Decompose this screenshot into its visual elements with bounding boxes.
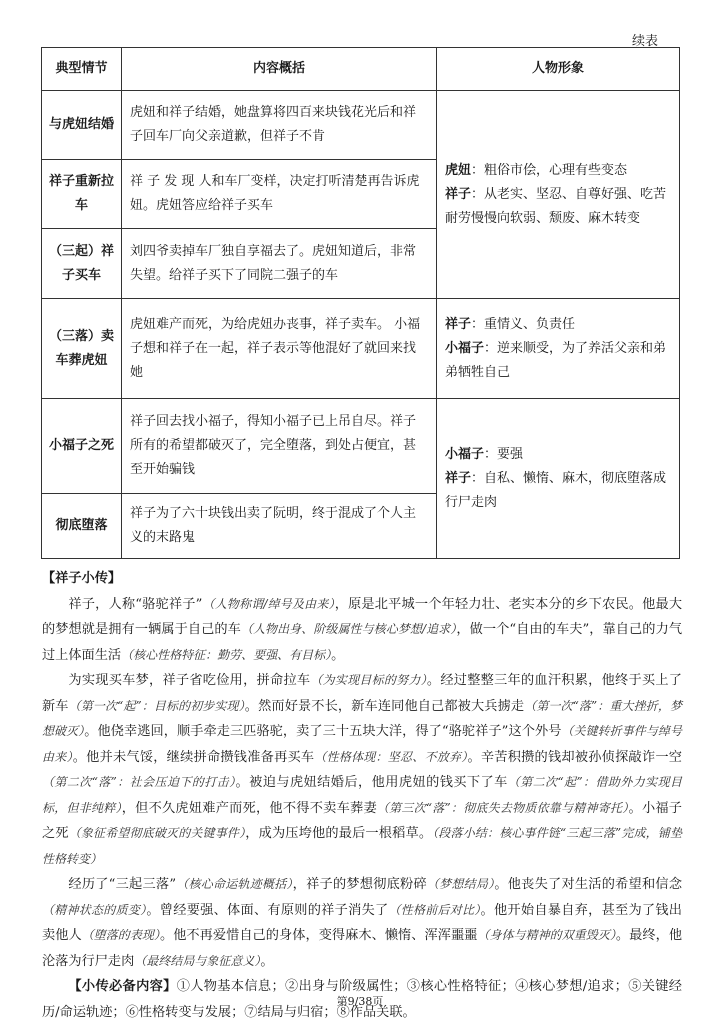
plot-cell: 小福子之死: [42, 399, 122, 494]
table-row: [42, 299, 680, 399]
character-line: 虎妞：粗俗市侩，心理有些变态: [445, 162, 628, 178]
plot-cell: 祥子重新拉车: [42, 160, 122, 229]
annotation-note: （核心命运轨迹概括）: [176, 877, 293, 891]
header-plot: 典型情节: [42, 48, 122, 91]
plot-cell: 与虎妞结婚: [42, 91, 122, 160]
text-segment: 。他不再爱惜自己的身体，变得麻木、懒惰、浑浑噩噩: [159, 928, 478, 943]
content-cell: 刘四爷卖掉车厂独自享福去了。虎妞知道后，非常失望。给祥子买下了同院二强子的车: [122, 229, 437, 299]
text-segment: 。: [260, 953, 274, 969]
annotation-note: （性格前后对比）: [388, 902, 481, 917]
biography-paragraph: [42, 592, 682, 669]
text-segment: ，成为压垮他的最后一根稻草。: [245, 826, 433, 841]
annotation-note: （段落小结：核心事件链“三起三落”完成，铺垫性格转变）: [42, 826, 682, 866]
annotation-note: （人物称谓/绰号及由来）: [202, 596, 335, 611]
required-content-text: ①人物基本信息；②出身与阶级属性；③核心性格特征；④核心梦想/追求；⑤关键经历/命运轨迹；⑥性格转变与发展；⑦结局与归宿；⑧作品关联。: [42, 979, 682, 1020]
text-segment: 。他丧失了对生活的希望和信念: [494, 877, 683, 892]
table-header-row: [42, 48, 680, 91]
text-segment: 祥子，人称“骆驼祥子”: [68, 596, 203, 612]
required-content-label: 【小传必备内容】: [68, 979, 177, 994]
character-cell: [437, 91, 680, 299]
annotation-note: （最终结局与象征意义）: [134, 953, 261, 968]
content-cell: 祥子回去找小福子，得知小福子已上吊自尽。祥子所有的希望都破灭了，完全堕落，到处占便宜，甚至开始骗钱: [122, 399, 437, 494]
text-segment: 为实现买车梦，祥子省吃俭用，拼命拉车: [68, 673, 311, 688]
text-segment: 经历了“三起三落”: [68, 877, 177, 892]
biography-section: [42, 566, 682, 1025]
table-row: [42, 91, 680, 160]
annotation-note: （第二次“落”：社会压迫下的打击）: [42, 775, 236, 789]
text-segment: 。然而好景不长，新车连同他自己都被大兵掳走: [244, 698, 525, 714]
annotation-note: （象征希望彻底破灭的关键事件）: [68, 826, 246, 840]
character-line: 祥子：自私、懒惰、麻木，彻底堕落成行尸走肉: [445, 470, 667, 510]
character-cell: [437, 299, 680, 399]
text-segment: 。曾经要强、体面、有原则的祥子消失了: [146, 902, 389, 918]
page-number: 第9/38页: [336, 995, 384, 1008]
text-segment: 。经过整整三年的血汗积累，他终于买上了新车: [42, 673, 682, 714]
text-segment: 。他并未气馁，继续拼命攒钱准备再买车: [72, 749, 315, 765]
text-segment: 。被迫与虎妞结婚后，他用虎妞的钱买下了车: [235, 775, 508, 790]
annotation-note: （人物出身、阶级属性与核心梦想/追求）: [240, 622, 457, 636]
plot-table: [41, 47, 680, 559]
text-segment: 。小福子之死: [42, 800, 682, 841]
biography-paragraph: [42, 668, 682, 872]
biography-heading: 【祥子小传】: [42, 571, 122, 586]
header-content: 内容概括: [122, 48, 437, 91]
annotation-note: （堕落的表现）: [81, 928, 160, 942]
annotation-note: （第二次“起”：借助外力实现目标，但非纯粹）: [42, 775, 682, 815]
text-segment: 。: [331, 647, 345, 663]
annotation-note: （核心性格特征：勤劳、要强、有目标）: [121, 647, 332, 662]
biography-paragraph: [42, 872, 682, 974]
table-row: [42, 399, 680, 494]
plot-cell: 彻底堕落: [42, 494, 122, 559]
text-segment: 。他侥幸逃回，顺手牵走三匹骆驼，卖了三十五块大洋，得了“骆驼祥子”这个外号: [84, 724, 562, 739]
character-cell: [437, 399, 680, 559]
text-segment: ，原是北平城一个年轻力壮、老实本分的乡下农民。他最大的梦想就是拥有一辆属于自己的车: [42, 596, 683, 637]
text-segment: 。辛苦积攒的钱却被孙侦探敲诈一空: [467, 749, 682, 765]
text-segment: ，祥子的梦想彻底粉碎: [292, 877, 427, 892]
annotation-note: （为实现目标的努力）: [310, 673, 427, 687]
annotation-note: （第三次“落”：彻底失去物质依靠与精神寄托）: [376, 800, 629, 815]
annotation-note: （身体与精神的双重毁灭）: [477, 928, 616, 942]
content-cell: 祥 子 发 现 人和车厂变样，决定打听清楚再告诉虎妞。虎妞答应给祥子买车: [122, 160, 437, 229]
content-cell: 虎妞难产而死，为给虎妞办丧事，祥子卖车。 小福子想和祥子在一起，祥子表示等他混好了就回来找她: [122, 299, 437, 399]
annotation-note: （精神状态的质变）: [42, 902, 147, 917]
text-segment: 。最终，他沦落为行尸走肉: [42, 928, 683, 969]
character-line: 祥子：重情义、负责任: [445, 316, 576, 332]
annotation-note: （第一次“落”：重大挫折，梦想破灭）: [42, 698, 683, 738]
continued-label: 续表: [632, 34, 659, 49]
character-line: 小福子：要强: [445, 446, 524, 462]
header-characters: 人物形象: [437, 48, 680, 91]
text-segment: ，做一个“自由的车夫”，靠自己的力气过上体面生活: [42, 622, 683, 663]
character-line: 祥子：从老实、坚忍、自尊好强、吃苦耐劳慢慢向软弱、颓废、麻木转变: [445, 186, 667, 226]
plot-cell: （三落）卖车葬虎妞: [42, 299, 122, 399]
annotation-note: （第一次“起”：目标的初步实现）: [68, 698, 245, 713]
text-segment: 。他开始自暴自弃，甚至为了钱出卖他人: [42, 902, 682, 943]
text-segment: ，但不久虎妞难产而死，他不得不卖车葬妻: [121, 800, 377, 816]
plot-cell: （三起）祥子买车: [42, 229, 122, 299]
annotation-note: （性格体现：坚忍、不放弃）: [314, 749, 468, 764]
content-cell: 祥子为了六十块钱出卖了阮明，终于混成了个人主义的末路鬼: [122, 494, 437, 559]
annotation-note: （梦想结局）: [426, 877, 495, 891]
character-line: 小福子：逆来顺受，为了养活父亲和弟弟牺牲自己: [445, 340, 667, 380]
annotation-note: （关键转折事件与绰号由来）: [42, 724, 682, 764]
content-cell: 虎妞和祥子结婚，她盘算将四百来块钱花光后和祥子回车厂向父亲道歉，但祥子不肯: [122, 91, 437, 160]
